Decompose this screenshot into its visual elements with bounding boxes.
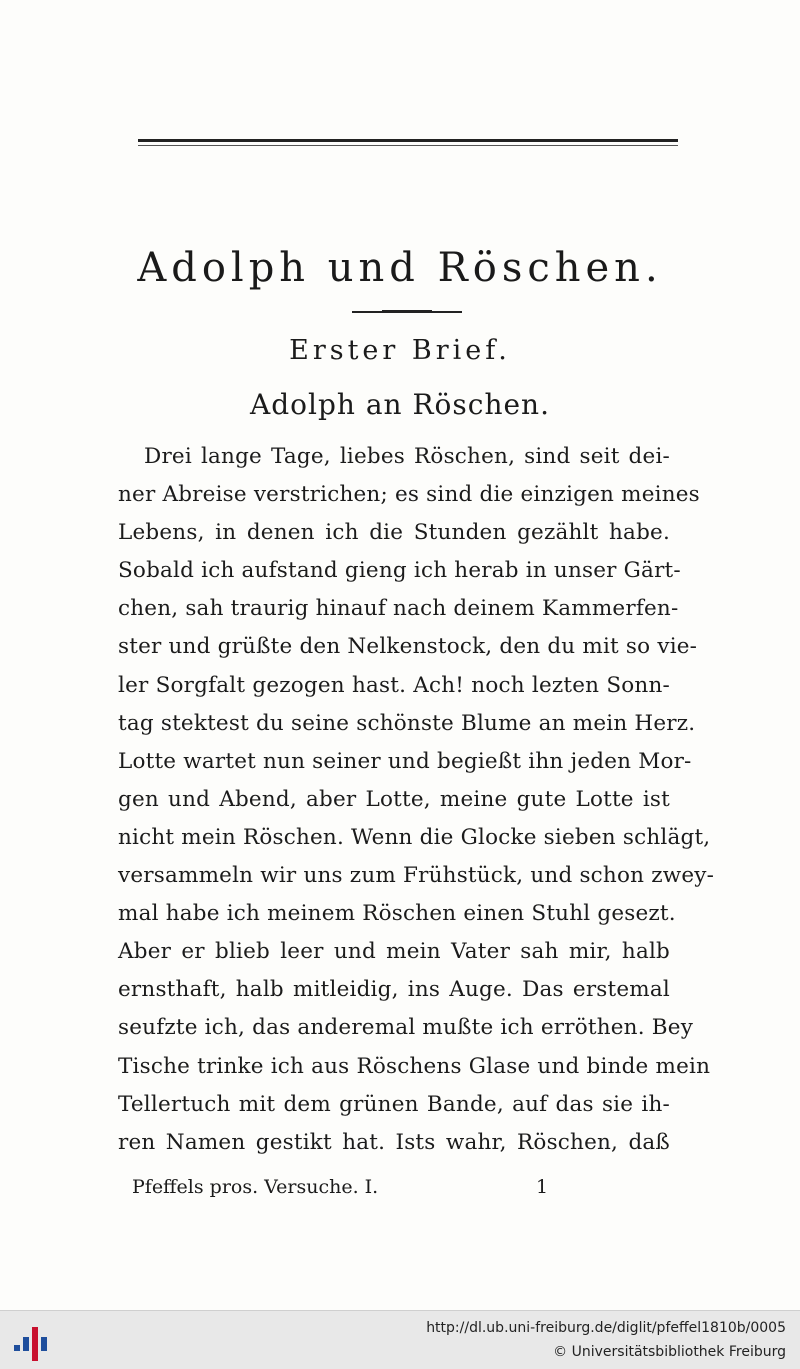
text-line: gen und Abend, aber Lotte, meine gute Lotte ist [118,786,670,812]
library-logo-icon [12,1323,52,1361]
text-line: Lotte wartet nun seiner und begießt ihn jeden Mor- [118,748,692,774]
text-line: Aber er blieb leer und mein Vater sah mir, halb [118,939,670,965]
letter-heading: Erster Brief. [289,335,511,366]
gathering-mark: 1 [536,1176,549,1198]
letter-body [118,438,715,1162]
page-title: Adolph und Röschen. [137,245,663,291]
text-line: ernsthaft, halb mitleidig, ins Auge. Das erstemal [118,977,670,1003]
letter-salutation: Adolph an Röschen. [250,388,550,421]
text-line: versammeln wir uns zum Frühstück, und schon zwey- [118,863,715,889]
text-line: ren Namen gestikt hat. Ists wahr, Röschen, daß [118,1129,670,1155]
copyright-notice: © Universitätsbibliothek Freiburg [553,1344,786,1360]
title-ornament-rule [352,311,462,313]
page-footer [132,1176,572,1198]
signature-mark: Pfeffels pros. Versuche. I. [132,1176,379,1198]
text-line: Lebens, in denen ich die Stunden gezählt habe. [118,520,670,546]
permalink-url[interactable]: http://dl.ub.uni-freiburg.de/diglit/pfeffel1810b/0005 [426,1320,786,1336]
text-line: Sobald ich aufstand gieng ich herab in unser Gärt- [118,558,681,584]
library-footer-bar [0,1310,800,1369]
text-line: nicht mein Röschen. Wenn die Glocke sieben schlägt, [118,824,711,850]
text-line: ler Sorgfalt gezogen hast. Ach! noch lezten Sonn- [118,672,670,698]
text-line: chen, sah traurig hinauf nach deinem Kammerfen- [118,596,679,622]
top-rule [138,139,678,142]
text-line: mal habe ich meinem Röschen einen Stuhl gesezt. [118,901,676,927]
text-line: Tellertuch mit dem grünen Bande, auf das sie ih- [118,1091,670,1117]
text-line: seufzte ich, das anderemal mußte ich erröthen. Bey [118,1015,694,1041]
text-line: Drei lange Tage, liebes Röschen, sind seit dei- [144,444,670,469]
text-line: ner Abreise verstrichen; es sind die einzigen meines [118,482,700,508]
text-line: tag stektest du seine schönste Blume an mein Herz. [118,710,696,736]
text-line: Tische trinke ich aus Röschens Glase und binde mein [118,1053,711,1079]
text-line: ster und grüßte den Nelkenstock, den du mit so vie- [118,634,698,660]
